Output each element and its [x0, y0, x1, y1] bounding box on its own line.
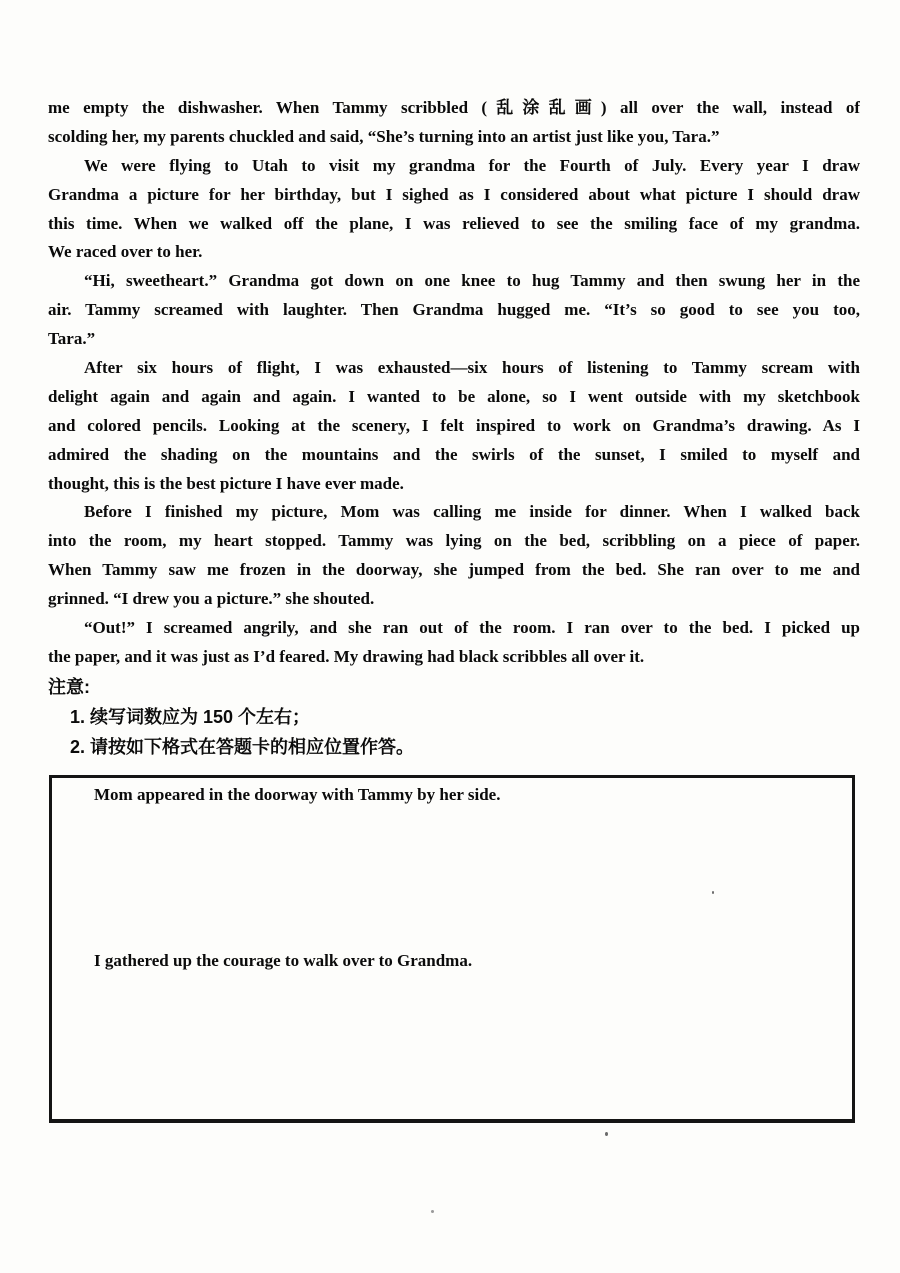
body-line: this time. When we walked off the plane, I was relieved to see the smiling face of my grandma. [48, 213, 860, 233]
body-line: “Hi, sweetheart.” Grandma got down on one knee to hug Tammy and then swung her in the [84, 271, 860, 291]
body-line: air. Tammy screamed with laughter. Then Grandma hugged me. “It’s so good to see you too, [48, 300, 860, 320]
body-line: me empty the dishwasher. When Tammy scribbled (乱涂乱画) all over the wall, instead of [48, 98, 860, 117]
body-line: grinned. “I drew you a picture.” she shouted. [48, 589, 375, 609]
body-line: thought, this is the best picture I have ever made. [48, 473, 404, 493]
body-line: and colored pencils. Looking at the scenery, I felt inspired to work on Grandma’s drawing. As I [48, 415, 860, 435]
body-line: We were flying to Utah to visit my grandma for the Fourth of July. Every year I draw [84, 155, 860, 175]
body-line: Grandma a picture for her birthday, but I sighed as I considered about what picture I should draw [48, 184, 860, 204]
notes-heading: 注意: [48, 676, 90, 697]
body-line: the paper, and it was just as I’d feared. My drawing had black scribbles all over it. [48, 646, 645, 666]
body-line: “Out!” I screamed angrily, and she ran out of the room. I ran over to the bed. I picked up [84, 618, 860, 638]
answer-format-box [49, 775, 855, 1123]
note-item: 2. 请按如下格式在答题卡的相应位置作答。 [70, 736, 415, 757]
scan-speck [431, 1210, 434, 1213]
answer-box-second-sentence: I gathered up the courage to walk over to Grandma. [94, 951, 473, 970]
note-item: 1. 续写词数应为 150 个左右； [70, 706, 311, 727]
answer-box-opening-sentence: Mom appeared in the doorway with Tammy by her side. [94, 785, 501, 804]
body-line: into the room, my heart stopped. Tammy was lying on the bed, scribbling on a piece of paper. [48, 531, 860, 551]
body-line: delight again and again and again. I wanted to be alone, so I went outside with my sketchbook [48, 386, 860, 406]
body-line: scolding her, my parents chuckled and said, “She’s turning into an artist just like you, Tara.” [48, 126, 720, 146]
body-line: After six hours of flight, I was exhausted—six hours of listening to Tammy scream with [84, 358, 860, 378]
passage [48, 94, 860, 672]
body-line: Before I finished my picture, Mom was calling me inside for dinner. When I walked back [84, 502, 860, 522]
scan-speck [605, 1132, 608, 1136]
body-line: We raced over to her. [48, 242, 203, 262]
page-content [48, 94, 860, 762]
body-line: admired the shading on the mountains and the swirls of the sunset, I smiled to myself and [48, 444, 860, 464]
scan-speck [712, 891, 714, 894]
notes-list [48, 702, 860, 762]
body-line: Tara.” [48, 329, 96, 349]
body-line: When Tammy saw me frozen in the doorway, she jumped from the bed. She ran over to me and [48, 560, 860, 580]
